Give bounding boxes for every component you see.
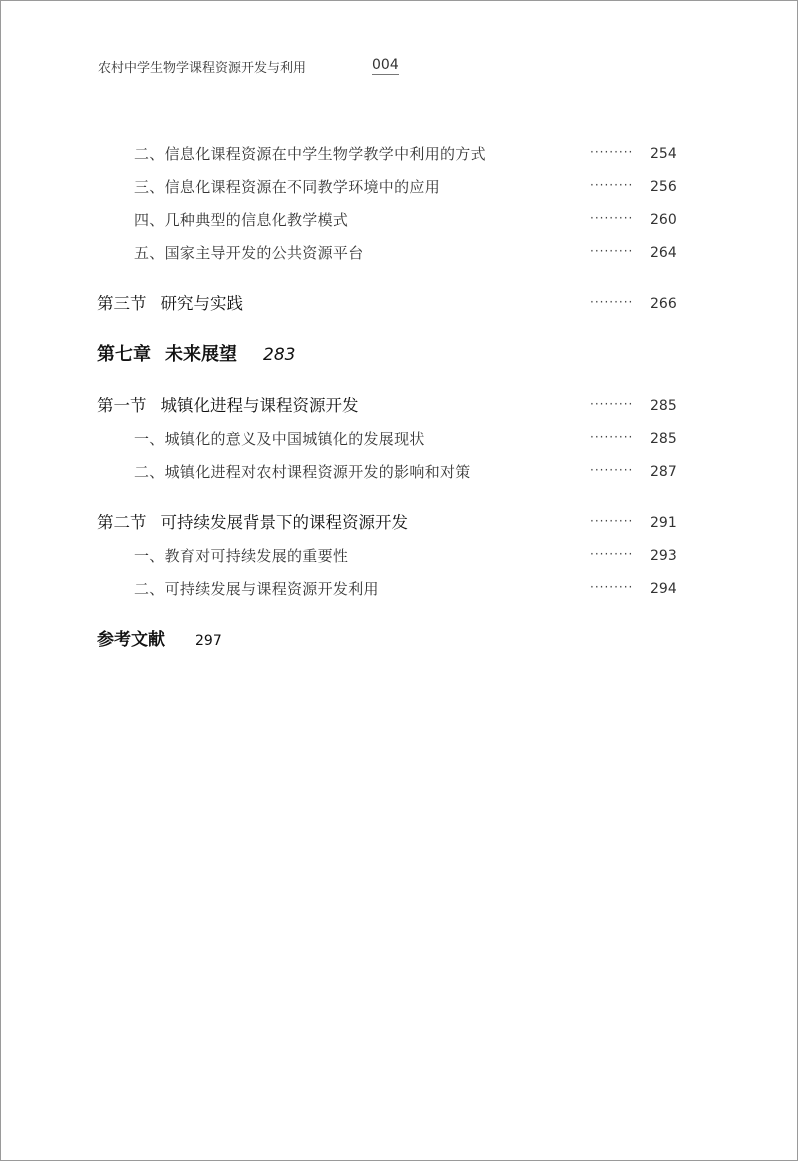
toc-entry-label: 五、国家主导开发的公共资源平台: [134, 244, 364, 262]
toc-entry-label: 一、城镇化的意义及中国城镇化的发展现状: [134, 430, 425, 448]
toc-leader-dots: ·········: [590, 514, 634, 528]
toc-section-entry[interactable]: [0, 292, 800, 316]
toc-entry-label: 二、城镇化进程对农村课程资源开发的影响和对策: [134, 463, 471, 481]
toc-leader-dots: ·········: [590, 295, 634, 309]
toc-entry-label: 一、教育对可持续发展的重要性: [134, 547, 349, 565]
toc-entry[interactable]: [0, 208, 800, 232]
toc-leader-dots: ·········: [590, 397, 634, 411]
toc-chapter-number: 第七章: [97, 344, 151, 365]
toc-section-entry[interactable]: [0, 511, 800, 535]
toc-entry[interactable]: [0, 577, 800, 601]
toc-leader-dots: ·········: [590, 580, 634, 594]
toc-entry[interactable]: [0, 427, 800, 451]
running-header-page-number: 004: [372, 57, 399, 73]
toc-entry-label: 二、信息化课程资源在中学生物学教学中利用的方式: [134, 145, 486, 163]
toc-section-number: 第三节: [97, 294, 147, 313]
toc-entry[interactable]: [0, 460, 800, 484]
toc-section-title: 研究与实践: [160, 294, 243, 313]
toc-page-number: 294: [650, 581, 677, 597]
toc-chapter-entry[interactable]: [0, 343, 800, 367]
toc-page-number: 285: [650, 398, 677, 414]
toc-leader-dots: ·········: [590, 244, 634, 258]
toc-page-number: 297: [195, 633, 222, 649]
toc-page-number: 291: [650, 515, 677, 531]
toc-chapter-title: 未来展望: [165, 344, 237, 365]
toc-page-number: 283: [263, 345, 296, 365]
toc-page-number: 266: [650, 296, 677, 312]
toc-page-number: 287: [650, 464, 677, 480]
toc-references-entry[interactable]: [0, 628, 800, 652]
toc-entry[interactable]: [0, 544, 800, 568]
toc-entry[interactable]: [0, 175, 800, 199]
toc-section-number: 第一节: [97, 396, 147, 415]
toc-page-number: 254: [650, 146, 677, 162]
toc-leader-dots: ·········: [590, 178, 634, 192]
toc-page-number: 285: [650, 431, 677, 447]
running-header-title: 农村中学生物学课程资源开发与利用: [98, 61, 307, 76]
toc-entry-label: 二、可持续发展与课程资源开发利用: [134, 580, 379, 598]
toc-page-number: 293: [650, 548, 677, 564]
toc-section-number: 第二节: [97, 513, 147, 532]
toc-entry-label: 三、信息化课程资源在不同教学环境中的应用: [134, 178, 441, 196]
toc-references-title: 参考文献: [97, 630, 165, 650]
toc-page-number: 264: [650, 245, 677, 261]
toc-section-title: 城镇化进程与课程资源开发: [160, 396, 359, 415]
toc-section-entry[interactable]: [0, 394, 800, 418]
toc-page-number: 260: [650, 212, 677, 228]
toc-entry-label: 四、几种典型的信息化教学模式: [134, 211, 349, 229]
toc-section-title: 可持续发展背景下的课程资源开发: [160, 513, 408, 532]
toc-leader-dots: ·········: [590, 145, 634, 159]
toc-page-number: 256: [650, 179, 677, 195]
toc-leader-dots: ·········: [590, 430, 634, 444]
toc-leader-dots: ·········: [590, 463, 634, 477]
toc-leader-dots: ·········: [590, 211, 634, 225]
toc-entry[interactable]: [0, 142, 800, 166]
toc-leader-dots: ·········: [590, 547, 634, 561]
toc-entry[interactable]: [0, 241, 800, 265]
